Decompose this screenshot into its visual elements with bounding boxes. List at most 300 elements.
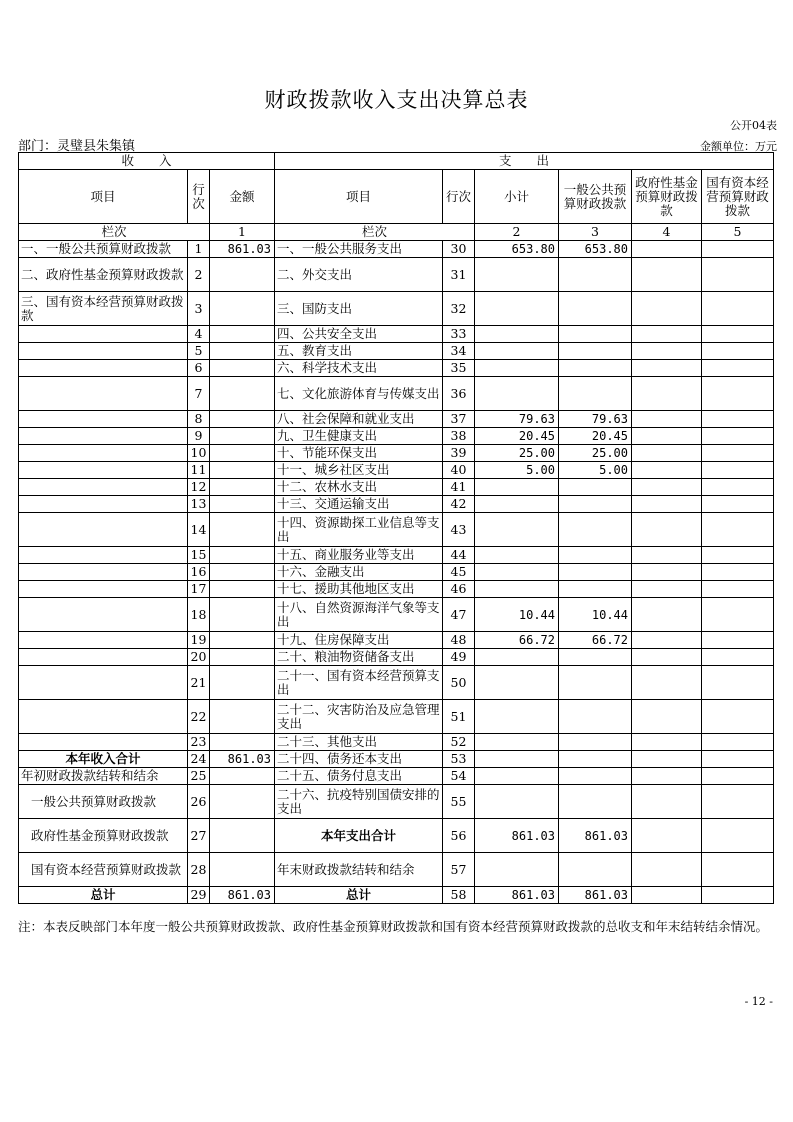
income-item <box>19 632 188 649</box>
income-line-no: 10 <box>188 445 210 462</box>
gov-fund-amount <box>632 547 702 564</box>
subtotal: 861.03 <box>475 819 559 853</box>
gov-fund-amount <box>632 649 702 666</box>
subtotal: 66.72 <box>475 632 559 649</box>
subtotal <box>475 343 559 360</box>
unit-label: 金额单位：万元 <box>700 140 777 153</box>
gov-fund-amount <box>632 700 702 734</box>
income-amount <box>210 853 275 887</box>
subtotal: 25.00 <box>475 445 559 462</box>
income-amount <box>210 819 275 853</box>
table-row <box>19 377 774 411</box>
income-amount <box>210 428 275 445</box>
income-item <box>19 598 188 632</box>
income-amount <box>210 564 275 581</box>
income-line-no: 29 <box>188 887 210 904</box>
income-line-no: 28 <box>188 853 210 887</box>
expense-line-no: 31 <box>443 258 475 292</box>
state-capital-amount <box>702 887 774 904</box>
expense-item: 六、科学技术支出 <box>275 360 443 377</box>
gov-fund-amount <box>632 377 702 411</box>
expense-item: 二十四、债务还本支出 <box>275 751 443 768</box>
subtotal <box>475 292 559 326</box>
gov-fund-header: 政府性基金预算财政拨款 <box>632 170 702 224</box>
subtotal <box>475 360 559 377</box>
gov-fund-amount <box>632 666 702 700</box>
expense-line-no-header: 行次 <box>443 170 475 224</box>
col-5: 5 <box>702 224 774 241</box>
subtotal <box>475 700 559 734</box>
income-line-no: 25 <box>188 768 210 785</box>
expense-item: 二十六、抗疫特别国债安排的支出 <box>275 785 443 819</box>
income-amount <box>210 513 275 547</box>
income-line-no: 8 <box>188 411 210 428</box>
expense-line-no: 47 <box>443 598 475 632</box>
subtotal: 653.80 <box>475 241 559 258</box>
table-row <box>19 292 774 326</box>
income-line-no: 11 <box>188 462 210 479</box>
income-line-no: 23 <box>188 734 210 751</box>
subtotal <box>475 513 559 547</box>
table-row <box>19 241 774 258</box>
income-item <box>19 343 188 360</box>
gov-fund-amount <box>632 853 702 887</box>
gov-fund-amount <box>632 343 702 360</box>
income-item <box>19 428 188 445</box>
table-row <box>19 598 774 632</box>
expense-line-no: 43 <box>443 513 475 547</box>
table-row <box>19 326 774 343</box>
income-amount-header: 金额 <box>210 170 275 224</box>
income-amount: 861.03 <box>210 241 275 258</box>
expense-line-no: 35 <box>443 360 475 377</box>
table-row <box>19 649 774 666</box>
expense-item-header: 项目 <box>275 170 443 224</box>
general-budget-amount <box>559 377 632 411</box>
income-amount <box>210 258 275 292</box>
state-capital-amount <box>702 411 774 428</box>
table-row <box>19 445 774 462</box>
state-capital-header: 国有资本经营预算财政拨款 <box>702 170 774 224</box>
expense-item: 二十二、灾害防治及应急管理支出 <box>275 700 443 734</box>
gov-fund-amount <box>632 734 702 751</box>
state-capital-amount <box>702 598 774 632</box>
expense-item: 十一、城乡社区支出 <box>275 462 443 479</box>
general-budget-amount <box>559 666 632 700</box>
income-item <box>19 411 188 428</box>
general-budget-amount <box>559 734 632 751</box>
income-item: 年初财政拨款结转和结余 <box>19 768 188 785</box>
state-capital-amount <box>702 649 774 666</box>
expense-line-no: 37 <box>443 411 475 428</box>
gov-fund-amount <box>632 564 702 581</box>
subtotal: 5.00 <box>475 462 559 479</box>
expense-item: 三、国防支出 <box>275 292 443 326</box>
general-budget-amount <box>559 564 632 581</box>
state-capital-amount <box>702 479 774 496</box>
expense-line-no: 46 <box>443 581 475 598</box>
state-capital-amount <box>702 666 774 700</box>
gov-fund-amount <box>632 360 702 377</box>
income-item <box>19 734 188 751</box>
general-budget-amount: 79.63 <box>559 411 632 428</box>
table-row <box>19 343 774 360</box>
col-3: 3 <box>559 224 632 241</box>
income-item: 政府性基金预算财政拨款 <box>19 819 188 853</box>
table-row <box>19 632 774 649</box>
table-row <box>19 700 774 734</box>
expense-line-no: 50 <box>443 666 475 700</box>
expense-item: 十三、交通运输支出 <box>275 496 443 513</box>
state-capital-amount <box>702 632 774 649</box>
expense-item: 总计 <box>275 887 443 904</box>
table-row <box>19 513 774 547</box>
income-line-no: 7 <box>188 377 210 411</box>
expense-item: 十七、援助其他地区支出 <box>275 581 443 598</box>
expense-item: 二十五、债务付息支出 <box>275 768 443 785</box>
general-budget-amount: 10.44 <box>559 598 632 632</box>
income-line-no: 20 <box>188 649 210 666</box>
table-row <box>19 785 774 819</box>
state-capital-amount <box>702 292 774 326</box>
subtotal <box>475 734 559 751</box>
expense-item: 十八、自然资源海洋气象等支出 <box>275 598 443 632</box>
income-item <box>19 581 188 598</box>
table-row <box>19 547 774 564</box>
table-row <box>19 411 774 428</box>
expense-line-no: 38 <box>443 428 475 445</box>
state-capital-amount <box>702 700 774 734</box>
income-line-no: 14 <box>188 513 210 547</box>
income-item <box>19 564 188 581</box>
subtotal-header: 小计 <box>475 170 559 224</box>
table-row <box>19 496 774 513</box>
income-item <box>19 700 188 734</box>
state-capital-amount <box>702 768 774 785</box>
state-capital-amount <box>702 734 774 751</box>
income-amount <box>210 343 275 360</box>
expense-header: 支 出 <box>275 153 774 170</box>
income-line-no: 5 <box>188 343 210 360</box>
expense-line-no: 40 <box>443 462 475 479</box>
gov-fund-amount <box>632 445 702 462</box>
expense-line-no: 52 <box>443 734 475 751</box>
general-budget-amount <box>559 853 632 887</box>
subtotal: 10.44 <box>475 598 559 632</box>
gov-fund-amount <box>632 513 702 547</box>
subtotal: 20.45 <box>475 428 559 445</box>
income-amount: 861.03 <box>210 887 275 904</box>
income-amount <box>210 768 275 785</box>
gov-fund-amount <box>632 496 702 513</box>
general-budget-amount <box>559 581 632 598</box>
expense-line-no: 53 <box>443 751 475 768</box>
state-capital-amount <box>702 581 774 598</box>
income-amount <box>210 700 275 734</box>
state-capital-amount <box>702 819 774 853</box>
state-capital-amount <box>702 326 774 343</box>
income-amount <box>210 445 275 462</box>
state-capital-amount <box>702 785 774 819</box>
expense-item: 十五、商业服务业等支出 <box>275 547 443 564</box>
income-item: 二、政府性基金预算财政拨款 <box>19 258 188 292</box>
general-budget-amount <box>559 547 632 564</box>
income-item <box>19 479 188 496</box>
subtotal <box>475 258 559 292</box>
income-line-no: 9 <box>188 428 210 445</box>
income-amount <box>210 598 275 632</box>
state-capital-amount <box>702 241 774 258</box>
expense-line-no: 57 <box>443 853 475 887</box>
general-budget-amount <box>559 768 632 785</box>
gov-fund-amount <box>632 241 702 258</box>
expense-item: 七、文化旅游体育与传媒支出 <box>275 377 443 411</box>
income-item <box>19 326 188 343</box>
table-row <box>19 462 774 479</box>
subtotal <box>475 666 559 700</box>
income-item: 国有资本经营预算财政拨款 <box>19 853 188 887</box>
general-budget-amount: 861.03 <box>559 887 632 904</box>
expense-item: 十、节能环保支出 <box>275 445 443 462</box>
income-item <box>19 666 188 700</box>
table-row <box>19 734 774 751</box>
expense-item: 年末财政拨款结转和结余 <box>275 853 443 887</box>
expense-line-no: 49 <box>443 649 475 666</box>
expense-item: 二十一、国有资本经营预算支出 <box>275 666 443 700</box>
table-row <box>19 258 774 292</box>
income-line-no: 1 <box>188 241 210 258</box>
expense-line-no: 42 <box>443 496 475 513</box>
gov-fund-amount <box>632 887 702 904</box>
general-budget-amount <box>559 785 632 819</box>
income-amount <box>210 632 275 649</box>
expense-line-no: 39 <box>443 445 475 462</box>
page-number: - 12 - <box>744 995 773 1008</box>
page-title: 财政拨款收入支出决算总表 <box>264 88 529 112</box>
table-row <box>19 479 774 496</box>
state-capital-amount <box>702 564 774 581</box>
income-item <box>19 496 188 513</box>
expense-item: 九、卫生健康支出 <box>275 428 443 445</box>
subtotal <box>475 547 559 564</box>
state-capital-amount <box>702 496 774 513</box>
income-line-no: 13 <box>188 496 210 513</box>
table-row <box>19 428 774 445</box>
table-row <box>19 887 774 904</box>
expense-item: 十九、住房保障支出 <box>275 632 443 649</box>
income-item: 一般公共预算财政拨款 <box>19 785 188 819</box>
subtotal: 861.03 <box>475 887 559 904</box>
state-capital-amount <box>702 547 774 564</box>
income-line-no: 2 <box>188 258 210 292</box>
state-capital-amount <box>702 751 774 768</box>
table-row <box>19 666 774 700</box>
income-amount <box>210 496 275 513</box>
income-amount <box>210 581 275 598</box>
expense-line-no: 41 <box>443 479 475 496</box>
general-budget-amount: 861.03 <box>559 819 632 853</box>
income-amount <box>210 377 275 411</box>
col-4: 4 <box>632 224 702 241</box>
expense-line-no: 45 <box>443 564 475 581</box>
income-line-no: 15 <box>188 547 210 564</box>
expense-item: 十二、农林水支出 <box>275 479 443 496</box>
income-line-no: 18 <box>188 598 210 632</box>
general-budget-amount: 20.45 <box>559 428 632 445</box>
income-line-no: 24 <box>188 751 210 768</box>
income-amount <box>210 292 275 326</box>
col-2: 2 <box>475 224 559 241</box>
fiscal-summary-table <box>18 152 774 904</box>
subtotal <box>475 564 559 581</box>
general-budget-amount <box>559 360 632 377</box>
income-amount: 861.03 <box>210 751 275 768</box>
expense-item: 十四、资源勘探工业信息等支出 <box>275 513 443 547</box>
expense-item: 五、教育支出 <box>275 343 443 360</box>
gov-fund-amount <box>632 292 702 326</box>
gov-fund-amount <box>632 785 702 819</box>
gov-fund-amount <box>632 632 702 649</box>
general-budget-amount <box>559 496 632 513</box>
table-row <box>19 751 774 768</box>
subtotal <box>475 768 559 785</box>
income-line-no: 19 <box>188 632 210 649</box>
gov-fund-amount <box>632 751 702 768</box>
expense-item: 一、一般公共服务支出 <box>275 241 443 258</box>
expense-line-no: 44 <box>443 547 475 564</box>
gov-fund-amount <box>632 581 702 598</box>
income-line-no: 17 <box>188 581 210 598</box>
income-amount <box>210 547 275 564</box>
subtotal <box>475 785 559 819</box>
gov-fund-amount <box>632 819 702 853</box>
gov-fund-amount <box>632 428 702 445</box>
income-line-no: 26 <box>188 785 210 819</box>
income-item: 本年收入合计 <box>19 751 188 768</box>
income-item: 三、国有资本经营预算财政拨款 <box>19 292 188 326</box>
state-capital-amount <box>702 428 774 445</box>
income-line-no: 21 <box>188 666 210 700</box>
income-item: 一、一般公共预算财政拨款 <box>19 241 188 258</box>
subtotal <box>475 581 559 598</box>
general-budget-amount <box>559 649 632 666</box>
income-line-no: 12 <box>188 479 210 496</box>
income-item <box>19 462 188 479</box>
state-capital-amount <box>702 513 774 547</box>
income-item-header: 项目 <box>19 170 188 224</box>
subtotal <box>475 496 559 513</box>
expense-line-no: 54 <box>443 768 475 785</box>
expense-line-no: 48 <box>443 632 475 649</box>
table-row <box>19 768 774 785</box>
income-line-no-header: 行次 <box>188 170 210 224</box>
state-capital-amount <box>702 343 774 360</box>
subtotal <box>475 479 559 496</box>
expense-item: 四、公共安全支出 <box>275 326 443 343</box>
subtotal <box>475 853 559 887</box>
subtotal <box>475 751 559 768</box>
expense-line-no: 56 <box>443 819 475 853</box>
expense-line-no: 30 <box>443 241 475 258</box>
general-budget-amount <box>559 326 632 343</box>
general-budget-header: 一般公共预算财政拨款 <box>559 170 632 224</box>
expense-line-no: 55 <box>443 785 475 819</box>
income-amount <box>210 479 275 496</box>
gov-fund-amount <box>632 326 702 343</box>
expense-item: 二十、粮油物资储备支出 <box>275 649 443 666</box>
general-budget-amount: 66.72 <box>559 632 632 649</box>
table-row <box>19 581 774 598</box>
state-capital-amount <box>702 258 774 292</box>
expense-line-no: 34 <box>443 343 475 360</box>
income-item <box>19 513 188 547</box>
state-capital-amount <box>702 377 774 411</box>
income-amount <box>210 326 275 343</box>
gov-fund-amount <box>632 479 702 496</box>
gov-fund-amount <box>632 462 702 479</box>
table-row <box>19 853 774 887</box>
subtotal: 79.63 <box>475 411 559 428</box>
state-capital-amount <box>702 360 774 377</box>
table-row <box>19 564 774 581</box>
expense-line-no: 33 <box>443 326 475 343</box>
general-budget-amount: 653.80 <box>559 241 632 258</box>
table-row <box>19 360 774 377</box>
department-label: 部门：灵璧县朱集镇 <box>18 139 136 154</box>
subtotal <box>475 649 559 666</box>
state-capital-amount <box>702 445 774 462</box>
income-item <box>19 547 188 564</box>
subtotal <box>475 326 559 343</box>
expense-col-label: 栏次 <box>275 224 475 241</box>
expense-line-no: 32 <box>443 292 475 326</box>
general-budget-amount <box>559 700 632 734</box>
gov-fund-amount <box>632 411 702 428</box>
income-amount <box>210 649 275 666</box>
expense-line-no: 36 <box>443 377 475 411</box>
income-item <box>19 445 188 462</box>
expense-line-no: 51 <box>443 700 475 734</box>
expense-item: 本年支出合计 <box>275 819 443 853</box>
expense-item: 二十三、其他支出 <box>275 734 443 751</box>
general-budget-amount <box>559 513 632 547</box>
col-1: 1 <box>210 224 275 241</box>
income-amount <box>210 785 275 819</box>
state-capital-amount <box>702 462 774 479</box>
general-budget-amount: 5.00 <box>559 462 632 479</box>
table-row <box>19 819 774 853</box>
income-line-no: 27 <box>188 819 210 853</box>
expense-item: 二、外交支出 <box>275 258 443 292</box>
general-budget-amount <box>559 751 632 768</box>
general-budget-amount: 25.00 <box>559 445 632 462</box>
expense-line-no: 58 <box>443 887 475 904</box>
expense-item: 十六、金融支出 <box>275 564 443 581</box>
income-item <box>19 649 188 666</box>
state-capital-amount <box>702 853 774 887</box>
gov-fund-amount <box>632 768 702 785</box>
income-col-label: 栏次 <box>19 224 210 241</box>
form-number: 公开04表 <box>730 119 777 132</box>
gov-fund-amount <box>632 598 702 632</box>
income-amount <box>210 411 275 428</box>
general-budget-amount <box>559 258 632 292</box>
general-budget-amount <box>559 343 632 360</box>
general-budget-amount <box>559 292 632 326</box>
expense-item: 八、社会保障和就业支出 <box>275 411 443 428</box>
income-item: 总计 <box>19 887 188 904</box>
income-amount <box>210 360 275 377</box>
